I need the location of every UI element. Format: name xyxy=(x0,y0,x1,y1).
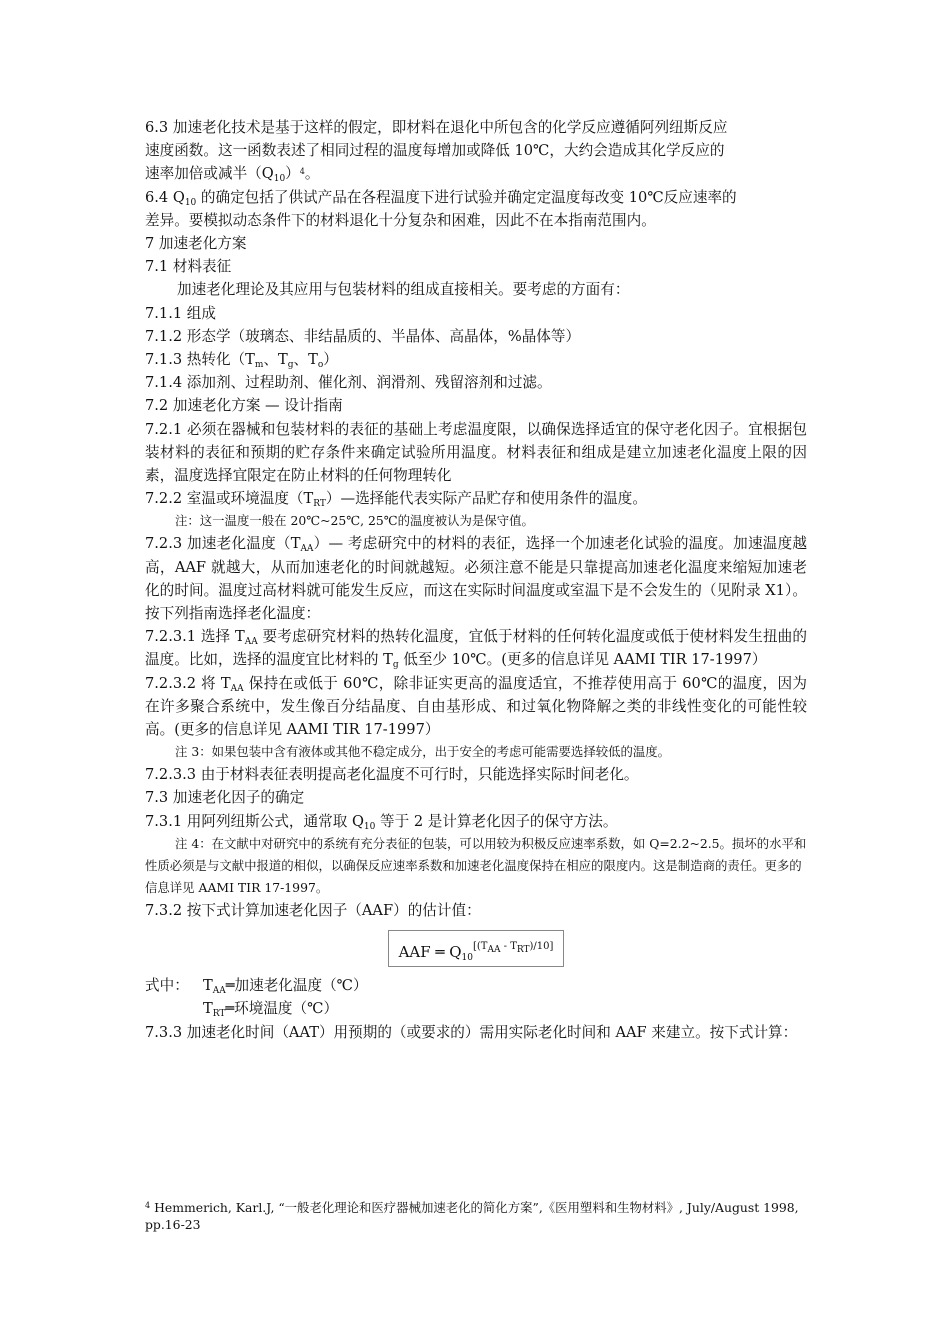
item-7-1-1: 7.1.1 组成 xyxy=(145,304,216,322)
para-7-3-2: 7.3.2 按下式计算加速老化因子（AAF）的估计值： xyxy=(145,901,481,919)
aaf-formula-container xyxy=(145,930,807,966)
item-7-1-3: 7.1.3 热转化（$T_m$、$T_g$、$T_o$） xyxy=(145,351,338,371)
heading-7-1: 7.1 材料表征 xyxy=(145,258,232,276)
definition-taa: 式中： $T_{AA}═$加速老化温度（℃） xyxy=(145,977,368,997)
para-7-3-3: 7.3.3 加速老化时间（AAT）用预期的（或要求的）需用实际老化时间和 AAF 来建立。按下式计算： xyxy=(145,1023,798,1041)
aaf-formula: AAF ═ $Q_{10}[(TAA - TRT)/10]$ xyxy=(388,930,565,967)
heading-7-2: 7.2 加速老化方案 — 设计指南 xyxy=(145,397,343,415)
note-4: 注 4：在文献中对研究中的系统有充分表征的包装，可以用较为积极反应速率系数，如 Q=2.2~2.5。损坏的水平和性质必须是与文献中报道的相似，以确保反应速率系数和加速老化温度保持在相应的限度内。这是制造商的责任。更多的信息详见 AAMI TIR 17-1997。 xyxy=(145,835,807,895)
item-7-1-2: 7.1.2 形态学（玻璃态、非结晶质的、半晶体、高晶体，%晶体等） xyxy=(145,327,581,345)
heading-7-3: 7.3 加速老化因子的确定 xyxy=(145,789,305,807)
document-body xyxy=(145,116,807,1044)
formula-exponent: [(TAA - TRT)/10] xyxy=(472,941,554,956)
para-7-2-3-1: 7.2.3.1 选择 $T_{AA}$ 要考虑研究材料的热转化温度，宜低于材料的任何转化温度或低于使材料发生扭曲的温度。比如，选择的温度宜比材料的 $T_g$ 低至少 10℃。(更多的信息详见 AAMI TIR 17-1997） xyxy=(145,628,807,671)
para-7-2-1: 7.2.1 必须在器械和包装材料的表征的基础上考虑温度限，以确保选择适宜的保守老化因子。宜根据包装材料的表征和预期的贮存条件来确定试验所用温度。材料表征和组成是建立加速老化温度上限的因素，温度选择宜限定在防止材料的任何物理转化 xyxy=(145,420,807,485)
footnote-ref: 4 xyxy=(299,167,305,177)
footnote xyxy=(145,1197,807,1233)
para-7-2-3: 7.2.3 加速老化温度$(T_{AA})—$ 考虑研究中的材料的表征，选择一个加速老化试验的温度。加速温度越高，AAF 就越大，从而加速老化的时间就越短。必须注意不能是只靠提高加速老化温度来缩短加速老化的时间。温度过高材料就可能发生反应，而这在实际时间温度或室温下是不会发生的（见附录 X1）。按下列指南选择老化温度： xyxy=(145,535,807,623)
para-7-2-2: 7.2.2 室温或环境温度$(T_{RT})—$选择能代表实际产品贮存和使用条件的温度。 xyxy=(145,490,647,510)
footnote-text: Hemmerich, Karl.J, “一般老化理论和医疗器械加速老化的简化方案”,《医用塑料和生物材料》, July/August 1998, pp.16-23 xyxy=(145,1200,799,1232)
note-3: 注 3：如果包装中含有液体或其他不稳定成分，出于安全的考虑可能需要选择较低的温度。 xyxy=(175,744,671,760)
item-7-1-4: 7.1.4 添加剂、过程助剂、催化剂、润滑剂、残留溶剂和过滤。 xyxy=(145,374,552,392)
para-7-2-3-2: 7.2.3.2 将 $T_{AA}$ 保持在或低于 60℃，除非证实更高的温度适宜，不推荐使用高于 60℃的温度，因为在许多聚合系统中，发生像百分结晶度、自由基形成、和过氧化物降解之类的非线性变化的可能性较高。(更多的信息详见 AAMI TIR 17-1997） xyxy=(145,674,807,739)
para-6-3-line2: 速度函数。这一函数表述了相同过程的温度每增加或降低 10℃，大约会造成其化学反应的 xyxy=(145,142,725,160)
footnote-mark: 4 xyxy=(145,1201,151,1210)
note-1: 注：这一温度一般在 20℃~25℃, 25℃的温度被认为是保守值。 xyxy=(175,513,534,529)
para-6-4-line2: 差异。要模拟动态条件下的材料退化十分复杂和困难，因此不在本指南范围内。 xyxy=(145,211,656,229)
para-6-3-line3: 速率加倍或减半$(Q_{10})^4$。 xyxy=(145,165,320,185)
heading-7: 7 加速老化方案 xyxy=(145,235,247,253)
para-7-2-3-3: 7.2.3.3 由于材料表征表明提高老化温度不可行时，只能选择实际时间老化。 xyxy=(145,766,639,784)
para-7-1: 加速老化理论及其应用与包装材料的组成直接相关。要考虑的方面有： xyxy=(177,281,630,299)
para-6-4-line1: 6.4 $Q_{10}$ 的确定包括了供试产品在各程温度下进行试验并确定定温度每改变 10℃反应速率的 xyxy=(145,188,737,208)
para-6-3-line1: 6.3 加速老化技术是基于这样的假定，即材料在退化中所包含的化学反应遵循阿列纽斯反应 xyxy=(145,119,728,136)
para-7-3-1: 7.3.1 用阿列纽斯公式，通常取 $Q_{10}$ 等于 2 是计算老化因子的保守方法。 xyxy=(145,812,618,832)
formula-definitions xyxy=(145,974,807,1020)
definition-trt: $T_{RT}═$环境温度（℃） xyxy=(203,1000,339,1020)
